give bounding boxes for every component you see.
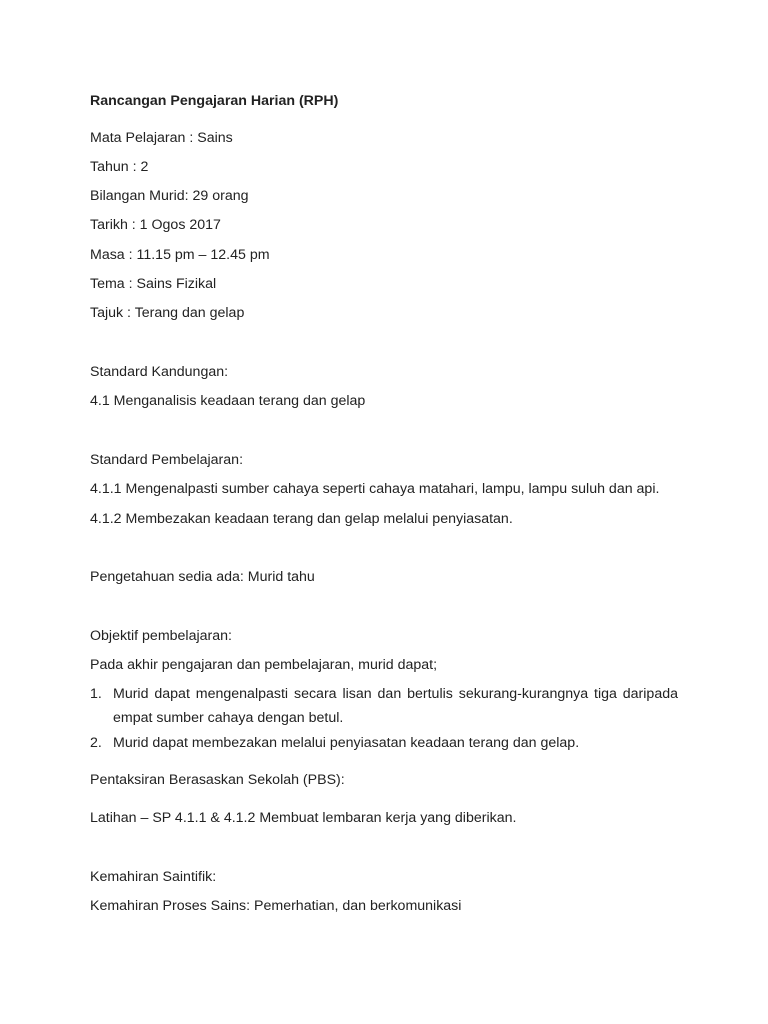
learning-standard-heading: Standard Pembelajaran: [90,452,244,468]
objective-text-line: Murid dapat membezakan melalui penyiasatan keadaan terang dan gelap. [113,735,580,751]
time-line: Masa : 11.15 pm – 12.45 pm [90,247,270,263]
learning-standard-item: 4.1.2 Membezakan keadaan terang dan gelap melalui penyiasatan. [90,511,513,527]
pbs-item: Latihan – SP 4.1.1 & 4.1.2 Membuat lembaran kerja yang diberikan. [90,810,517,826]
year-line: Tahun : 2 [90,159,149,175]
objective-text-line: empat sumber cahaya dengan betul. [113,710,344,726]
topic-line: Tajuk : Terang dan gelap [90,305,245,321]
list-number: 1. [90,686,102,702]
subject-line: Mata Pelajaran : Sains [90,130,233,146]
content-standard-item: 4.1 Menganalisis keadaan terang dan gelap [90,393,366,409]
content-standard-heading: Standard Kandungan: [90,364,229,380]
date-line: Tarikh : 1 Ogos 2017 [90,217,221,233]
theme-line: Tema : Sains Fizikal [90,276,217,292]
list-number: 2. [90,735,102,751]
pbs-heading: Pentaksiran Berasaskan Sekolah (PBS): [90,772,345,788]
objective-text [113,685,678,727]
objectives-heading: Objektif pembelajaran: [90,628,232,644]
objective-text-line: Murid dapat mengenalpasti secara lisan dan bertulis sekurang-kurangnya tiga daripada [113,686,678,702]
prior-knowledge-line: Pengetahuan sedia ada: Murid tahu [90,569,315,585]
scientific-skills-item: Kemahiran Proses Sains: Pemerhatian, dan berkomunikasi [90,898,462,914]
learning-standard-item: 4.1.1 Mengenalpasti sumber cahaya seperti cahaya matahari, lampu, lampu suluh dan api. [90,481,660,497]
scientific-skills-heading: Kemahiran Saintifik: [90,869,217,885]
objectives-intro: Pada akhir pengajaran dan pembelajaran, murid dapat; [90,657,438,673]
document-title: Rancangan Pengajaran Harian (RPH) [90,93,339,109]
students-line: Bilangan Murid: 29 orang [90,188,249,204]
objective-text [113,734,678,752]
